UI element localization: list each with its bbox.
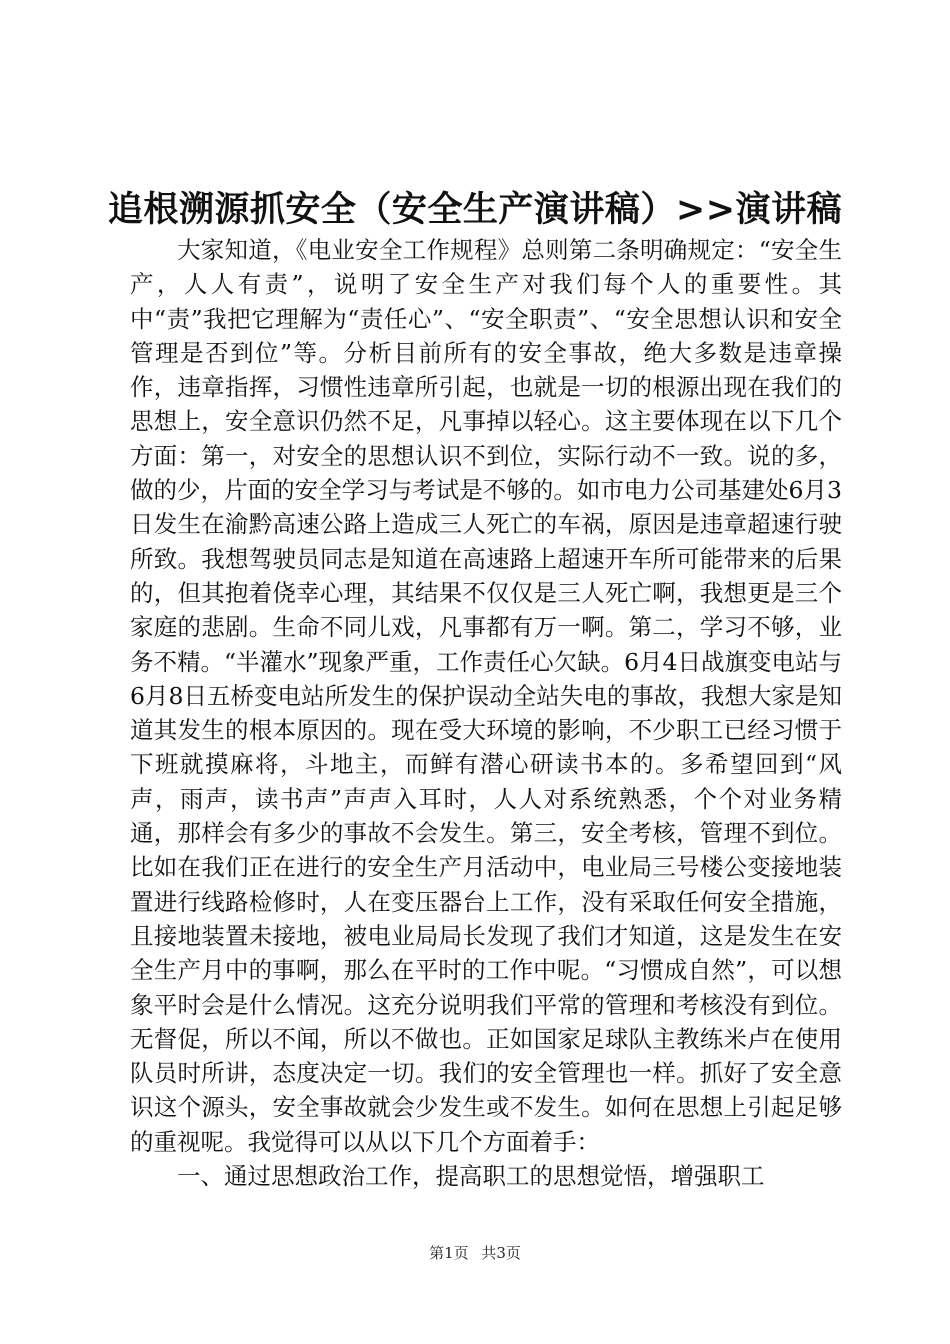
body-paragraph: 一、通过思想政治工作，提高职工的思想觉悟，增强职工 <box>177 1162 765 1191</box>
document-title: 追根溯源抓安全（安全生产演讲稿）>>演讲稿 <box>107 190 843 230</box>
document-body <box>130 233 842 1193</box>
page-total: 共3页 <box>481 1244 521 1262</box>
page-number: 第1页 <box>429 1244 469 1262</box>
body-paragraph: 大家知道，《电业安全工作规程》总则第二条明确规定：“安全生产，人人有责”，说明了安全生产对我们每个人的重要性。其中“责”我把它理解为“责任心”、“安全职责”、“安全思想认识和安全管理是否到位”等。分析目前所有的安全事故，绝大多数是违章操作，违章指挥，习惯性违章所引起，也就是一切的根源出现在我们的思想上，安全意识仍然不足，凡事掉以轻心。这主要体现在以下几个方面：第一，对安全的思想认识不到位，实际行动不一致。说的多，做的少，片面的安全学习与考试是不够的。如市电力公司基建处6月3日发生在渝黔高速公路上造成三人死亡的车祸，原因是违章超速行驶所致。我想驾驶员同志是知道在高速路上超速开车所可能带来的后果的，但其抱着侥幸心理，其结果不仅仅是三人死亡啊，我想更是三个家庭的悲剧。生命不同儿戏，凡事都有万一啊。第二，学习不够，业务不精。“半灌水”现象严重，工作责任心欠缺。6月4日战旗变电站与6月8日五桥变电站所发生的保护误动全站失电的事故，我想大家是知道其发生的根本原因的。现在受大环境的影响，不少职工已经习惯于下班就摸麻将，斗地主，而鲜有潜心研读书本的。多希望回到“风声，雨声，读书声”声声入耳时，人人对系统熟悉，个个对业务精通，那样会有多少的事故不会发生。第三，安全考核，管理不到位。比如在我们正在进行的安全生产月活动中，电业局三号楼公变接地装置进行线路检修时，人在变压器台上工作，没有采取任何安全措施，且接地装置未接地，被电业局局长发现了我们才知道，这是发生在安全生产月中的事啊，那么在平时的工作中呢。“习惯成自然”，可以想象平时会是什么情况。这充分说明我们平常的管理和考核没有到位。无督促，所以不闻，所以不做也。正如国家足球队主教练米卢在使用队员时所讲，态度决定一切。我们的安全管理也一样。抓好了安全意识这个源头，安全事故就会少发生或不发生。如何在思想上引起足够的重视呢。我觉得可以从以下几个方面着手： <box>130 236 842 1156</box>
page-footer <box>0 1243 950 1263</box>
